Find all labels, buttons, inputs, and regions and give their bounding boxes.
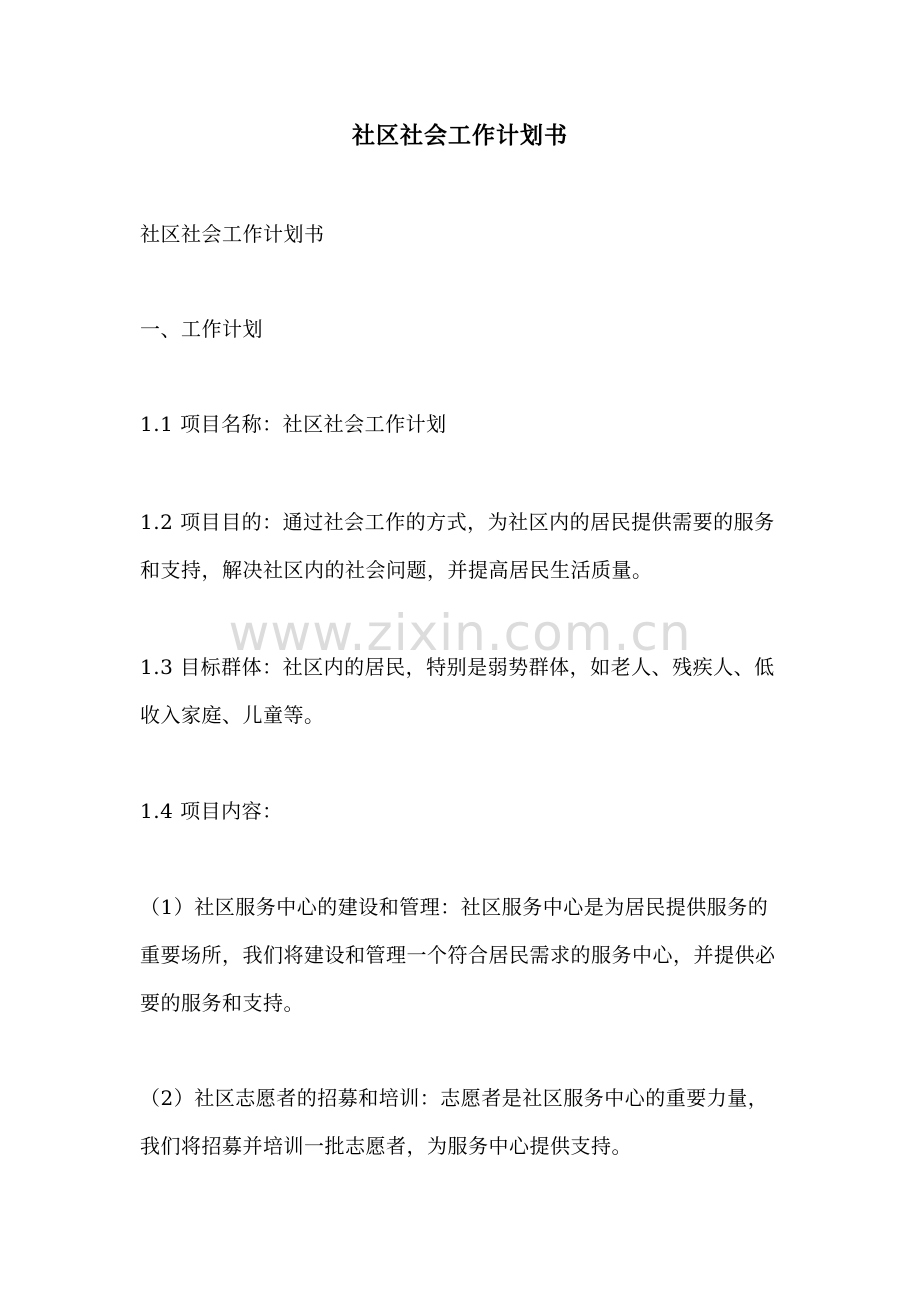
paragraph-project-name: 1.1 项目名称：社区社会工作计划	[140, 412, 447, 436]
paragraph-project-content-heading: 1.4 项目内容：	[140, 799, 283, 823]
paragraph-volunteers: （2）社区志愿者的招募和培训：志愿者是社区服务中心的重要力量，我们将招募并培训一批志愿者，为服务中心提供支持。	[140, 1086, 769, 1158]
paragraph-subtitle: 社区社会工作计划书	[140, 222, 325, 246]
paragraph-service-center: （1）社区服务中心的建设和管理：社区服务中心是为居民提供服务的重要场所，我们将建设和管理一个符合居民需求的服务中心，并提供必要的服务和支持。	[140, 895, 776, 1015]
section-heading-work-plan: 一、工作计划	[140, 317, 263, 341]
paragraph-project-purpose: 1.2 项目目的：通过社会工作的方式，为社区内的居民提供需要的服务和支持，解决社区内的社会问题，并提高居民生活质量。	[140, 510, 775, 582]
document-title: 社区社会工作计划书	[352, 122, 568, 149]
watermark: www.zixin.com.cn	[228, 604, 692, 662]
paragraph-target-group: 1.3 目标群体：社区内的居民，特别是弱势群体，如老人、残疾人、低收入家庭、儿童等。	[140, 655, 775, 727]
